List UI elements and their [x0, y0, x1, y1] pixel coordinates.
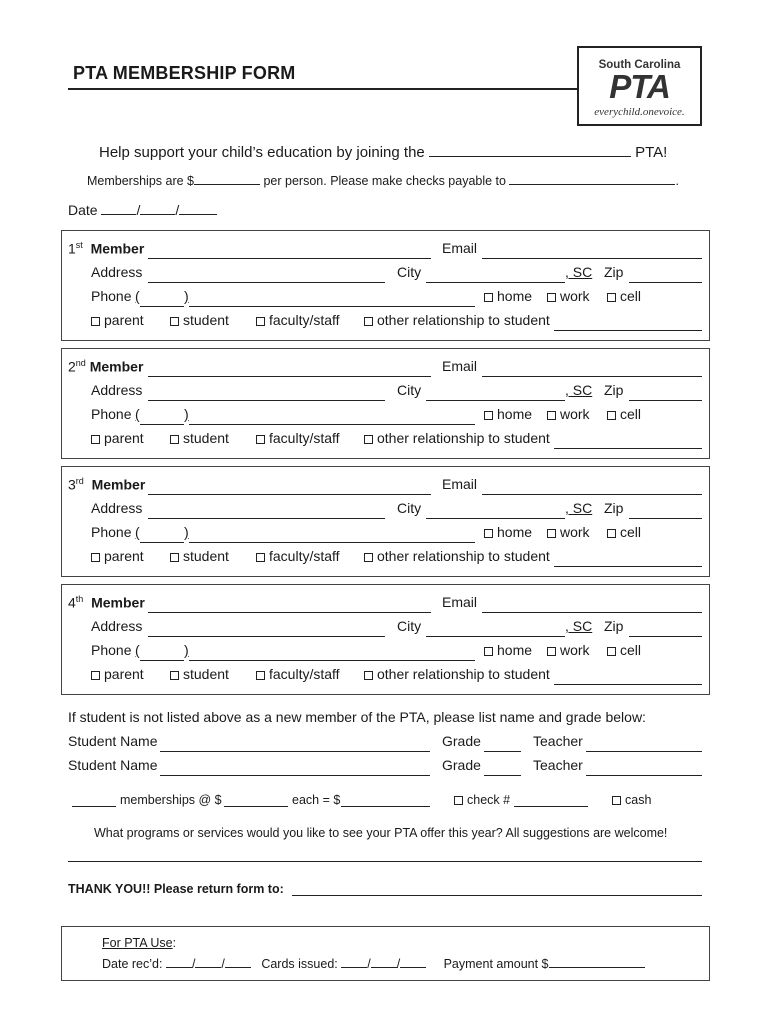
address-label: Address [91, 618, 143, 634]
support-end: PTA! [635, 144, 668, 161]
checkbox[interactable] [547, 529, 556, 538]
member-label: Member [91, 594, 145, 611]
email-label: Email [442, 358, 478, 374]
memberships-text: Memberships are $ [87, 174, 194, 188]
phone-field[interactable] [189, 413, 475, 425]
checkbox[interactable] [91, 671, 100, 680]
option-label: student [183, 666, 229, 682]
member-box-2 [61, 348, 710, 459]
option-label: other relationship to student [377, 430, 550, 446]
return-to-field[interactable] [292, 884, 702, 896]
area-code-field[interactable] [140, 531, 184, 543]
phone-open: ( [135, 642, 140, 658]
pta-name-field[interactable] [429, 145, 631, 157]
date-year-field[interactable] [179, 203, 217, 215]
cards-year-field[interactable] [400, 956, 426, 968]
city-label: City [397, 264, 422, 280]
cards-day-field[interactable] [371, 956, 397, 968]
phone-cell-option[interactable] [607, 288, 641, 304]
address-field[interactable] [148, 625, 385, 637]
relation-faculty-option[interactable] [256, 666, 340, 682]
option-label: check # [467, 793, 511, 807]
checkbox[interactable] [256, 435, 265, 444]
member-number: 3 [68, 476, 76, 493]
total-amount-field[interactable] [341, 795, 430, 807]
received-day-field[interactable] [195, 956, 221, 968]
payment-amount-field[interactable] [549, 956, 645, 968]
support-text: Help support your child’s education by joining the [99, 144, 425, 161]
relation-other-option[interactable] [364, 312, 550, 328]
support-line [99, 144, 667, 161]
checkbox[interactable] [256, 317, 265, 326]
office-use-box [61, 926, 710, 981]
state-label: , SC [565, 382, 593, 398]
relation-other-option[interactable] [364, 430, 550, 446]
zip-field[interactable] [629, 625, 702, 637]
checkbox[interactable] [364, 435, 373, 444]
email-label: Email [442, 240, 478, 256]
area-code-field[interactable] [140, 413, 184, 425]
option-label: work [560, 642, 590, 658]
member-ordinal: st [75, 240, 83, 250]
option-label: cell [620, 406, 642, 422]
relation-other-option[interactable] [364, 666, 550, 682]
zip-field[interactable] [629, 507, 702, 519]
phone-work-option[interactable] [547, 642, 590, 658]
option-label: parent [104, 666, 144, 682]
city-field[interactable] [426, 507, 565, 519]
relation-other-option[interactable] [364, 548, 550, 564]
grade-label: Grade [442, 757, 481, 773]
phone-label: Phone [91, 524, 132, 540]
phone-label: Phone [91, 288, 132, 304]
checkbox[interactable] [454, 796, 463, 805]
logo-pta: PTA [609, 68, 670, 105]
member-label: Member [91, 476, 146, 493]
phone-close: ) [184, 288, 189, 304]
office-use-heading [102, 936, 176, 950]
teacher-label: Teacher [533, 757, 583, 773]
student-name-label: Student Name [68, 757, 158, 773]
member-number: 2 [68, 358, 76, 375]
checkbox[interactable] [91, 435, 100, 444]
checkbox[interactable] [256, 671, 265, 680]
option-label: cell [620, 288, 642, 304]
member-box-1 [61, 230, 710, 341]
grade-label: Grade [442, 733, 481, 749]
option-label: work [560, 288, 590, 304]
state-label: , SC [565, 618, 593, 634]
phone-open: ( [135, 406, 140, 422]
phone-label: Phone [91, 642, 132, 658]
checkbox[interactable] [364, 553, 373, 562]
option-label: other relationship to student [377, 312, 550, 328]
cards-month-field[interactable] [341, 956, 367, 968]
phone-cell-option[interactable] [607, 406, 641, 422]
phone-work-option[interactable] [547, 288, 590, 304]
zip-label: Zip [604, 618, 624, 634]
phone-field[interactable] [189, 649, 475, 661]
option-label: faculty/staff [269, 548, 340, 564]
relation-faculty-option[interactable] [256, 430, 340, 446]
checkbox[interactable] [170, 671, 179, 680]
area-code-field[interactable] [140, 295, 184, 307]
phone-field[interactable] [189, 531, 475, 543]
address-label: Address [91, 264, 143, 280]
zip-label: Zip [604, 382, 624, 398]
option-label: parent [104, 312, 144, 328]
phone-close: ) [184, 406, 189, 422]
checkbox[interactable] [170, 317, 179, 326]
address-label: Address [91, 382, 143, 398]
checkbox[interactable] [170, 435, 179, 444]
membership-price-field[interactable] [224, 795, 288, 807]
phone-open: ( [135, 288, 140, 304]
member-label: Member [89, 358, 144, 375]
other-relation-field[interactable] [554, 673, 702, 685]
email-label: Email [442, 476, 478, 492]
option-label: parent [104, 430, 144, 446]
area-code-field[interactable] [140, 649, 184, 661]
option-label: student [183, 430, 229, 446]
student-instruction: If student is not listed above as a new member of the PTA, please list name and grade below: [68, 709, 646, 725]
option-label: cell [620, 642, 642, 658]
memberships-line [87, 173, 679, 188]
grade-field-2[interactable] [484, 764, 521, 776]
programs-question: What programs or services would you like to see your PTA offer this year? All suggestions are welcome! [94, 826, 668, 840]
dues-field[interactable] [194, 173, 260, 185]
period: . [675, 174, 679, 188]
checkbox[interactable] [364, 317, 373, 326]
payment-amount-label: Payment amount $ [443, 957, 549, 971]
date-sep: / [136, 202, 141, 218]
check-option[interactable] [454, 793, 510, 807]
state-label: , SC [565, 500, 593, 516]
email-label: Email [442, 594, 478, 610]
option-label: home [497, 288, 533, 304]
checkbox[interactable] [91, 553, 100, 562]
cards-issued-label: Cards issued: [261, 957, 338, 971]
phone-field[interactable] [189, 295, 475, 307]
checkbox[interactable] [607, 411, 616, 420]
relation-parent-option[interactable] [91, 312, 144, 328]
grade-field-1[interactable] [484, 740, 521, 752]
checkbox[interactable] [547, 293, 556, 302]
option-label: student [183, 548, 229, 564]
slash: / [221, 957, 225, 971]
checkbox[interactable] [547, 411, 556, 420]
slash: / [191, 957, 196, 971]
member-number: 1 [68, 240, 76, 257]
membership-count-field[interactable] [72, 795, 116, 807]
checkbox[interactable] [170, 553, 179, 562]
relation-student-option[interactable] [170, 430, 229, 446]
office-use-row [102, 956, 645, 971]
relation-student-option[interactable] [170, 312, 229, 328]
date-line [68, 202, 217, 218]
address-label: Address [91, 500, 143, 516]
teacher-label: Teacher [533, 733, 583, 749]
checkbox[interactable] [364, 671, 373, 680]
suggestions-field[interactable] [68, 861, 702, 862]
checkbox[interactable] [612, 796, 621, 805]
sc-pta-logo [577, 46, 702, 126]
office-use-title: For PTA Use [102, 936, 173, 950]
option-label: faculty/staff [269, 430, 340, 446]
page-title: PTA MEMBERSHIP FORM [73, 63, 296, 83]
phone-cell-option[interactable] [607, 524, 641, 540]
date-label: Date [68, 202, 98, 218]
email-field[interactable] [482, 365, 702, 377]
zip-field[interactable] [629, 389, 702, 401]
city-field[interactable] [426, 389, 565, 401]
email-field[interactable] [482, 483, 702, 495]
city-field[interactable] [426, 271, 565, 283]
slash: / [367, 957, 371, 971]
relation-student-option[interactable] [170, 548, 229, 564]
zip-label: Zip [604, 264, 624, 280]
option-label: faculty/staff [269, 666, 340, 682]
logo-state: South Carolina [598, 59, 681, 71]
phone-work-option[interactable] [547, 406, 590, 422]
received-year-field[interactable] [225, 956, 251, 968]
option-label: home [497, 642, 533, 658]
member-name-field[interactable] [148, 483, 431, 495]
payable-to-field[interactable] [509, 173, 675, 185]
member-heading [68, 240, 144, 257]
date-sep: / [175, 202, 180, 218]
checkbox[interactable] [91, 317, 100, 326]
member-name-field[interactable] [148, 365, 431, 377]
member-ordinal: rd [75, 476, 84, 486]
relation-parent-option[interactable] [91, 548, 144, 564]
address-field[interactable] [148, 271, 385, 283]
checkbox[interactable] [484, 411, 493, 420]
member-box-4 [61, 584, 710, 695]
member-heading [68, 476, 145, 493]
phone-home-option[interactable] [484, 288, 532, 304]
option-label: other relationship to student [377, 548, 550, 564]
memberships-at-label: memberships @ $ [120, 793, 222, 807]
option-label: student [183, 312, 229, 328]
checkbox[interactable] [607, 529, 616, 538]
member-number: 4 [68, 594, 76, 611]
checkbox[interactable] [484, 529, 493, 538]
state-label: , SC [565, 264, 593, 280]
student-name-label: Student Name [68, 733, 158, 749]
date-day-field[interactable] [140, 203, 175, 215]
relation-faculty-option[interactable] [256, 312, 340, 328]
member-label: Member [90, 240, 145, 257]
other-relation-field[interactable] [554, 555, 702, 567]
option-label: cash [625, 793, 652, 807]
option-label: home [497, 406, 533, 422]
relation-parent-option[interactable] [91, 430, 144, 446]
zip-field[interactable] [629, 271, 702, 283]
teacher-field-1[interactable] [586, 740, 702, 752]
title-rule [68, 88, 580, 90]
relation-faculty-option[interactable] [256, 548, 340, 564]
option-label: work [560, 524, 590, 540]
option-label: parent [104, 548, 144, 564]
phone-home-option[interactable] [484, 524, 532, 540]
option-label: cell [620, 524, 642, 540]
option-label: faculty/staff [269, 312, 340, 328]
member-box-3 [61, 466, 710, 577]
option-label: other relationship to student [377, 666, 550, 682]
teacher-field-2[interactable] [586, 764, 702, 776]
checkbox[interactable] [484, 647, 493, 656]
relation-student-option[interactable] [170, 666, 229, 682]
phone-close: ) [184, 524, 189, 540]
student-name-field-2[interactable] [160, 764, 430, 776]
city-label: City [397, 618, 422, 634]
checkbox[interactable] [547, 647, 556, 656]
member-name-field[interactable] [148, 247, 431, 259]
member-ordinal: nd [75, 358, 86, 368]
option-label: home [497, 524, 533, 540]
student-name-field-1[interactable] [160, 740, 430, 752]
email-field[interactable] [482, 601, 702, 613]
other-relation-field[interactable] [554, 319, 702, 331]
checkbox[interactable] [256, 553, 265, 562]
member-name-field[interactable] [148, 601, 431, 613]
city-label: City [397, 382, 422, 398]
thank-you-text: THANK YOU!! Please return form to: [68, 882, 284, 896]
member-heading [68, 594, 145, 611]
address-field[interactable] [148, 507, 385, 519]
cash-option[interactable] [612, 793, 651, 807]
member-ordinal: th [75, 594, 84, 604]
logo-tagline: everychild.onevoice. [594, 106, 685, 118]
check-number-field[interactable] [514, 795, 588, 807]
city-field[interactable] [426, 625, 565, 637]
zip-label: Zip [604, 500, 624, 516]
phone-label: Phone [91, 406, 132, 422]
relation-parent-option[interactable] [91, 666, 144, 682]
slash: / [396, 957, 401, 971]
received-month-field[interactable] [166, 956, 192, 968]
date-received-label: Date rec’d: [102, 957, 163, 971]
checkbox[interactable] [607, 647, 616, 656]
address-field[interactable] [148, 389, 385, 401]
phone-cell-option[interactable] [607, 642, 641, 658]
phone-work-option[interactable] [547, 524, 590, 540]
phone-open: ( [135, 524, 140, 540]
checkbox[interactable] [607, 293, 616, 302]
per-person-text: per person. Please make checks payable to [263, 174, 506, 188]
date-month-field[interactable] [101, 203, 136, 215]
option-label: work [560, 406, 590, 422]
colon: : [172, 936, 177, 950]
checkbox[interactable] [484, 293, 493, 302]
each-equals-label: each = $ [292, 793, 341, 807]
city-label: City [397, 500, 422, 516]
other-relation-field[interactable] [554, 437, 702, 449]
phone-close: ) [184, 642, 189, 658]
phone-home-option[interactable] [484, 642, 532, 658]
phone-home-option[interactable] [484, 406, 532, 422]
email-field[interactable] [482, 247, 702, 259]
member-heading [68, 358, 143, 375]
